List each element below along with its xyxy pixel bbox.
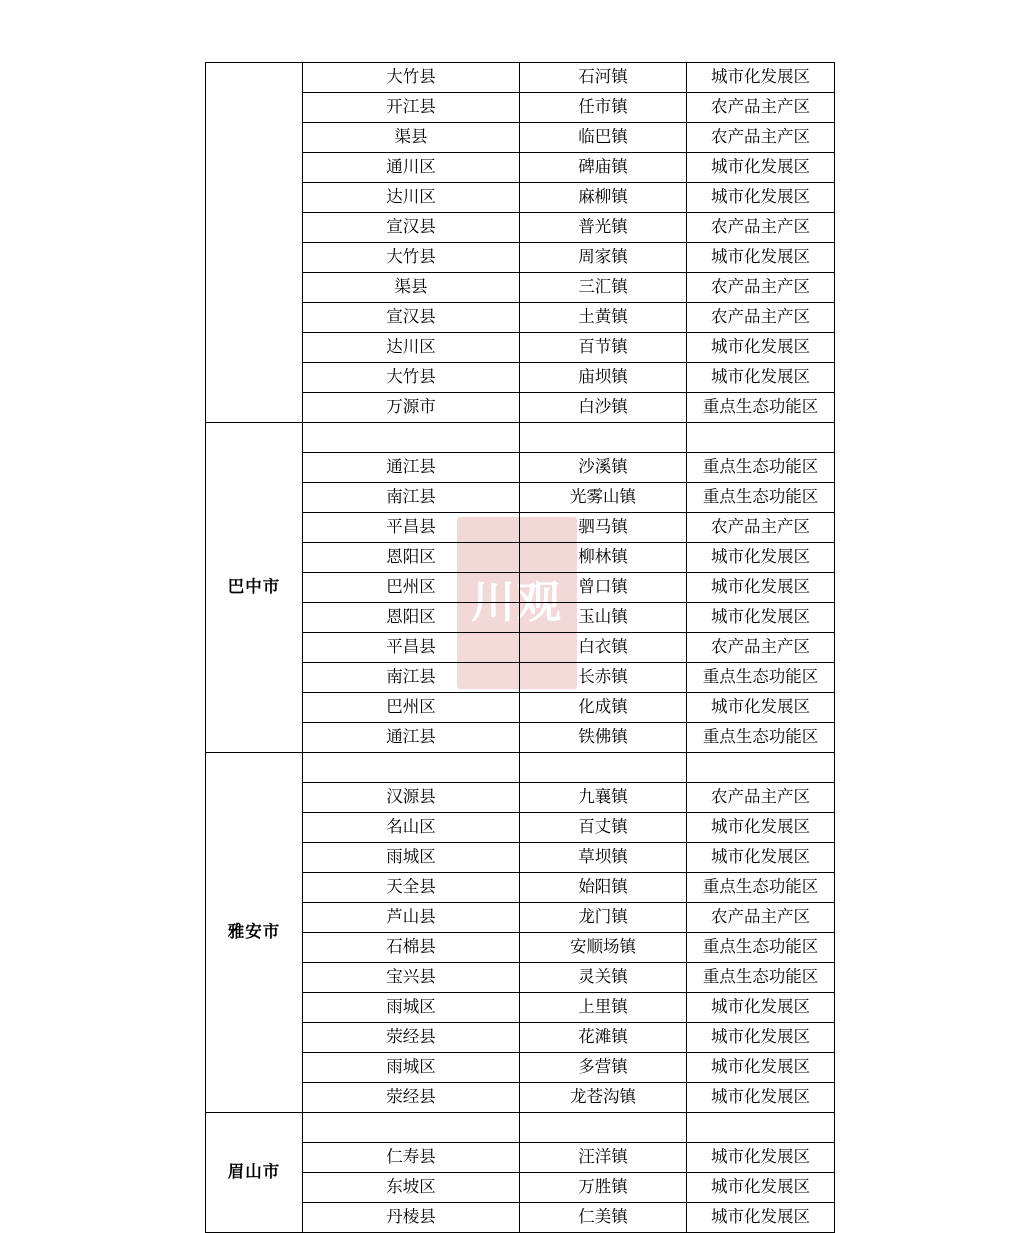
zone-cell: 城市化发展区 [687, 693, 835, 723]
zone-cell: 城市化发展区 [687, 1083, 835, 1113]
town-cell: 安顺场镇 [520, 933, 687, 963]
city-cell: 雅安市 [206, 753, 303, 1113]
town-cell: 龙苍沟镇 [520, 1083, 687, 1113]
zone-cell [687, 1113, 835, 1143]
table-body [206, 63, 835, 1233]
county-cell: 名山区 [303, 813, 520, 843]
town-cell: 草坝镇 [520, 843, 687, 873]
town-cell: 碑庙镇 [520, 153, 687, 183]
town-cell: 临巴镇 [520, 123, 687, 153]
zone-cell: 重点生态功能区 [687, 933, 835, 963]
town-cell: 万胜镇 [520, 1173, 687, 1203]
town-cell: 驷马镇 [520, 513, 687, 543]
town-cell: 仁美镇 [520, 1203, 687, 1233]
county-cell: 万源市 [303, 393, 520, 423]
county-cell: 巴州区 [303, 693, 520, 723]
county-cell: 雨城区 [303, 1053, 520, 1083]
city-cell [206, 63, 303, 423]
zone-cell: 农产品主产区 [687, 783, 835, 813]
city-cell: 眉山市 [206, 1113, 303, 1233]
zone-cell: 重点生态功能区 [687, 483, 835, 513]
town-cell [520, 753, 687, 783]
zone-cell: 城市化发展区 [687, 1053, 835, 1083]
town-cell: 龙门镇 [520, 903, 687, 933]
county-cell: 恩阳区 [303, 543, 520, 573]
zone-cell [687, 423, 835, 453]
county-cell [303, 753, 520, 783]
zone-cell: 重点生态功能区 [687, 963, 835, 993]
table-row [206, 1113, 835, 1143]
town-cell: 百节镇 [520, 333, 687, 363]
zone-cell: 农产品主产区 [687, 513, 835, 543]
town-cell: 普光镇 [520, 213, 687, 243]
town-cell: 三汇镇 [520, 273, 687, 303]
county-cell [303, 1113, 520, 1143]
zone-cell: 重点生态功能区 [687, 723, 835, 753]
zone-cell: 农产品主产区 [687, 213, 835, 243]
county-cell: 南江县 [303, 483, 520, 513]
county-cell: 宣汉县 [303, 303, 520, 333]
county-cell: 南江县 [303, 663, 520, 693]
zone-cell: 农产品主产区 [687, 273, 835, 303]
town-cell: 百丈镇 [520, 813, 687, 843]
zone-cell: 城市化发展区 [687, 153, 835, 183]
zone-cell: 重点生态功能区 [687, 453, 835, 483]
town-cell: 光雾山镇 [520, 483, 687, 513]
county-cell: 仁寿县 [303, 1143, 520, 1173]
county-cell [303, 423, 520, 453]
zone-cell: 城市化发展区 [687, 243, 835, 273]
town-cell: 玉山镇 [520, 603, 687, 633]
county-cell: 宝兴县 [303, 963, 520, 993]
table-row [206, 63, 835, 93]
town-cell: 多营镇 [520, 1053, 687, 1083]
county-cell: 雨城区 [303, 993, 520, 1023]
watermark-text: 川观 [471, 578, 563, 627]
town-cell: 化成镇 [520, 693, 687, 723]
county-cell: 通江县 [303, 453, 520, 483]
zone-cell: 农产品主产区 [687, 903, 835, 933]
town-cell [520, 423, 687, 453]
county-cell: 丹棱县 [303, 1203, 520, 1233]
county-cell: 天全县 [303, 873, 520, 903]
county-cell: 平昌县 [303, 513, 520, 543]
zone-cell: 重点生态功能区 [687, 393, 835, 423]
zone-cell: 重点生态功能区 [687, 873, 835, 903]
county-cell: 通江县 [303, 723, 520, 753]
zone-cell: 城市化发展区 [687, 1173, 835, 1203]
town-cell: 曾口镇 [520, 573, 687, 603]
zone-cell: 农产品主产区 [687, 633, 835, 663]
town-cell: 土黄镇 [520, 303, 687, 333]
zone-cell: 城市化发展区 [687, 543, 835, 573]
town-cell: 白衣镇 [520, 633, 687, 663]
county-cell: 渠县 [303, 123, 520, 153]
town-cell: 长赤镇 [520, 663, 687, 693]
county-cell: 石棉县 [303, 933, 520, 963]
county-cell: 达川区 [303, 333, 520, 363]
zone-cell [687, 753, 835, 783]
zone-cell: 城市化发展区 [687, 573, 835, 603]
zone-cell: 农产品主产区 [687, 123, 835, 153]
zone-cell: 城市化发展区 [687, 1143, 835, 1173]
town-cell: 任市镇 [520, 93, 687, 123]
county-cell: 芦山县 [303, 903, 520, 933]
town-zone-table [205, 62, 835, 1233]
county-cell: 通川区 [303, 153, 520, 183]
zone-cell: 城市化发展区 [687, 333, 835, 363]
zone-cell: 城市化发展区 [687, 993, 835, 1023]
town-cell: 灵关镇 [520, 963, 687, 993]
town-cell: 庙坝镇 [520, 363, 687, 393]
table-row [206, 753, 835, 783]
town-cell: 始阳镇 [520, 873, 687, 903]
city-cell: 巴中市 [206, 423, 303, 753]
town-cell: 沙溪镇 [520, 453, 687, 483]
zone-cell: 城市化发展区 [687, 1023, 835, 1053]
town-cell [520, 1113, 687, 1143]
county-cell: 达川区 [303, 183, 520, 213]
county-cell: 恩阳区 [303, 603, 520, 633]
county-cell: 大竹县 [303, 243, 520, 273]
town-cell: 花滩镇 [520, 1023, 687, 1053]
zone-cell: 农产品主产区 [687, 93, 835, 123]
town-cell: 麻柳镇 [520, 183, 687, 213]
zone-cell: 城市化发展区 [687, 603, 835, 633]
county-cell: 荥经县 [303, 1023, 520, 1053]
county-cell: 荥经县 [303, 1083, 520, 1113]
county-cell: 宣汉县 [303, 213, 520, 243]
town-cell: 九襄镇 [520, 783, 687, 813]
zone-cell: 农产品主产区 [687, 303, 835, 333]
county-cell: 平昌县 [303, 633, 520, 663]
town-cell: 汪洋镇 [520, 1143, 687, 1173]
county-cell: 渠县 [303, 273, 520, 303]
town-cell: 白沙镇 [520, 393, 687, 423]
county-cell: 汉源县 [303, 783, 520, 813]
town-cell: 周家镇 [520, 243, 687, 273]
town-cell: 铁佛镇 [520, 723, 687, 753]
zone-cell: 重点生态功能区 [687, 663, 835, 693]
county-cell: 大竹县 [303, 363, 520, 393]
town-cell: 柳林镇 [520, 543, 687, 573]
town-cell: 上里镇 [520, 993, 687, 1023]
zone-cell: 城市化发展区 [687, 843, 835, 873]
county-cell: 雨城区 [303, 843, 520, 873]
table-container [205, 62, 834, 1233]
town-cell: 石河镇 [520, 63, 687, 93]
county-cell: 开江县 [303, 93, 520, 123]
zone-cell: 城市化发展区 [687, 183, 835, 213]
zone-cell: 城市化发展区 [687, 363, 835, 393]
county-cell: 东坡区 [303, 1173, 520, 1203]
table-row [206, 423, 835, 453]
zone-cell: 城市化发展区 [687, 1203, 835, 1233]
zone-cell: 城市化发展区 [687, 813, 835, 843]
county-cell: 大竹县 [303, 63, 520, 93]
zone-cell: 城市化发展区 [687, 63, 835, 93]
county-cell: 巴州区 [303, 573, 520, 603]
